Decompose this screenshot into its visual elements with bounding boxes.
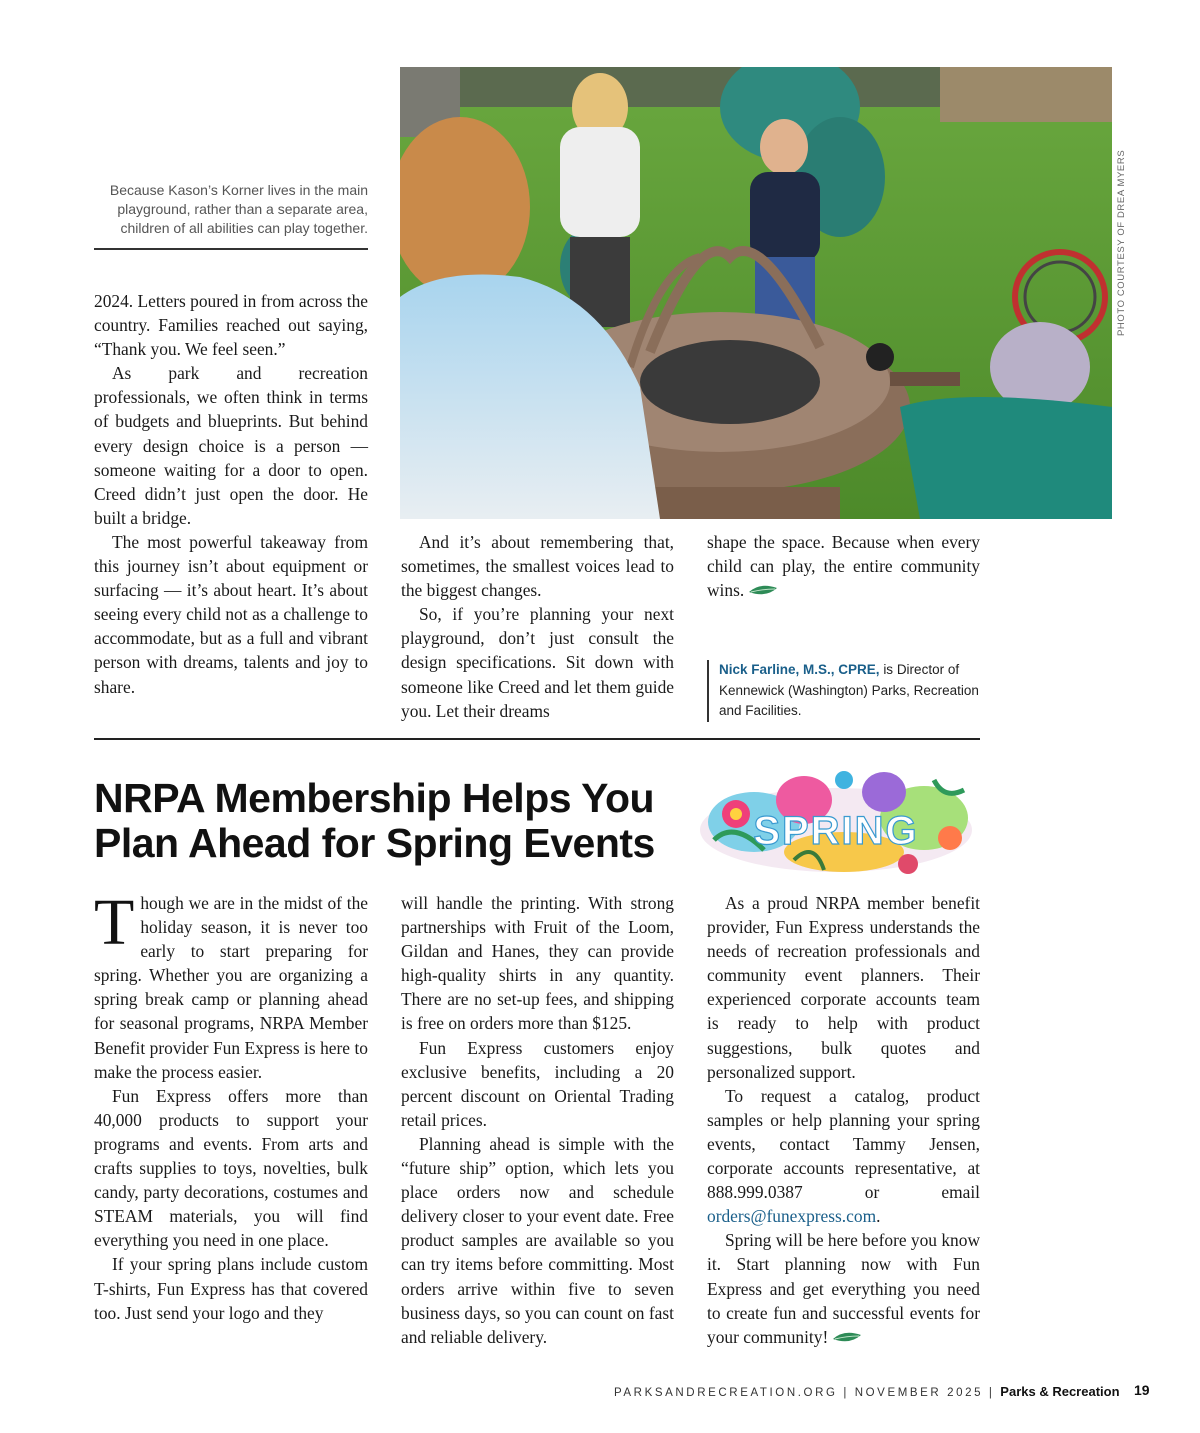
paragraph: 2024. Letters poured in from across the country. Families reached out saying, “Thank you. We feel seen.” — [94, 291, 368, 360]
leaf-end-mark-icon — [832, 1331, 862, 1345]
spring-word: SPRING — [753, 809, 919, 853]
article2-column-3 — [707, 891, 980, 1349]
paragraph: Fun Express customers enjoy exclusive benefits, including a 20 percent discount on Oriental Trading retail prices. — [401, 1037, 674, 1130]
spring-illustration — [694, 760, 978, 884]
paragraph: will handle the printing. With strong partnerships with Fruit of the Loom, Gildan and Hanes, they can provide high-quality shirts in any quantity. There are no set-up fees, and shipping is free on orders more than $125. — [401, 893, 674, 1034]
email-link[interactable]: orders@funexpress.com — [707, 1206, 877, 1227]
closing-text: shape the space. Because when every child can play, the entire community wins. — [707, 532, 980, 601]
playground-photo — [400, 67, 1112, 519]
paragraph — [707, 530, 980, 602]
magazine-name: Parks & Recreation — [1000, 1384, 1120, 1399]
article1-column-1 — [94, 289, 368, 699]
article2-headline: NRPA Membership Helps You Plan Ahead for Spring Events — [94, 775, 655, 866]
page-number: 19 — [1134, 1382, 1150, 1398]
paragraph: The most powerful takeaway from this journey isn’t about equipment or surfacing — it’s about heart. It’s about seeing every child not as a challenge to accommodate, but as a full and vibrant person with dreams, talents and joy to share. — [94, 531, 368, 697]
leaf-end-mark-icon — [748, 584, 778, 598]
caption-divider — [94, 248, 368, 250]
section-divider — [94, 738, 980, 740]
paragraph: If your spring plans include custom T-shirts, Fun Express has that covered too. Just send your logo and they — [94, 1254, 368, 1323]
opening-text: hough we are in the midst of the holiday season, it is never too early to start preparing for spring. Whether you are organizing a spring break camp or planning ahead for seasonal programs, NRPA Member Benefit provider Fun Express is here to make the process easier. — [94, 893, 368, 1082]
contact-text: To request a catalog, product samples or help planning your spring events, contact Tammy Jensen, corporate accounts representative, at 888.999.0387 or email — [707, 1085, 980, 1203]
paragraph: So, if you’re planning your next playground, don’t just consult the design specifications. Sit down with someone like Creed and let them guide you. Let their dreams — [401, 604, 674, 721]
photo-credit: PHOTO COURTESY OF DREA MYERS — [1116, 149, 1127, 336]
page-footer — [614, 1384, 1120, 1399]
author-description: is Director of Kennewick (Washington) Parks, Recreation and Facilities. — [719, 662, 979, 718]
article1-column-2 — [401, 530, 674, 723]
paragraph: And it’s about remembering that, sometimes, the smallest voices lead to the biggest changes. — [401, 532, 674, 601]
article2-column-1 — [94, 886, 368, 1325]
contact-text-end: . — [876, 1206, 881, 1227]
closing-text: Spring will be here before you know it. Start planning now with Fun Express and get everything you need to create fun and successful events for your community! — [707, 1230, 981, 1347]
article1-column-3 — [707, 530, 980, 602]
drop-cap: T — [94, 886, 135, 959]
paragraph: Planning ahead is simple with the “future ship” option, which lets you place orders now and schedule delivery closer to your event date. Free product samples are available so you can try items before committing. Most orders arrive within five to seven business days, so you can count on fast and reliable delivery. — [401, 1133, 674, 1347]
paragraph — [707, 1084, 980, 1229]
author-name: Nick Farline, M.S., CPRE, — [719, 662, 880, 677]
paragraph: As a proud NRPA member benefit provider, Fun Express understands the needs of recreation professionals and community event planners. Their experienced corporate accounts team is ready to help with product suggestions, bulk quotes and personalized support. — [707, 893, 980, 1082]
photo-caption: Because Kason’s Korner lives in the main playground, rather than a separate area, children of all abilities can play together. — [109, 182, 368, 236]
footer-site: PARKSANDRECREATION.ORG | NOVEMBER 2025 | — [614, 1387, 995, 1399]
paragraph: Fun Express offers more than 40,000 products to support your programs and events. From arts and crafts supplies to toys, novelties, bulk candy, party decorations, costumes and STEAM materials, you will find everything you need in one place. — [94, 1085, 368, 1251]
author-bio — [707, 660, 989, 722]
article2-column-2 — [401, 891, 674, 1349]
paragraph — [94, 886, 368, 1084]
paragraph — [707, 1228, 980, 1348]
paragraph: As park and recreation professionals, we often think in terms of budgets and blueprints. But behind every design choice is a person — someone waiting for a door to open. Creed didn’t just open the door. He built a bridge. — [94, 363, 368, 528]
